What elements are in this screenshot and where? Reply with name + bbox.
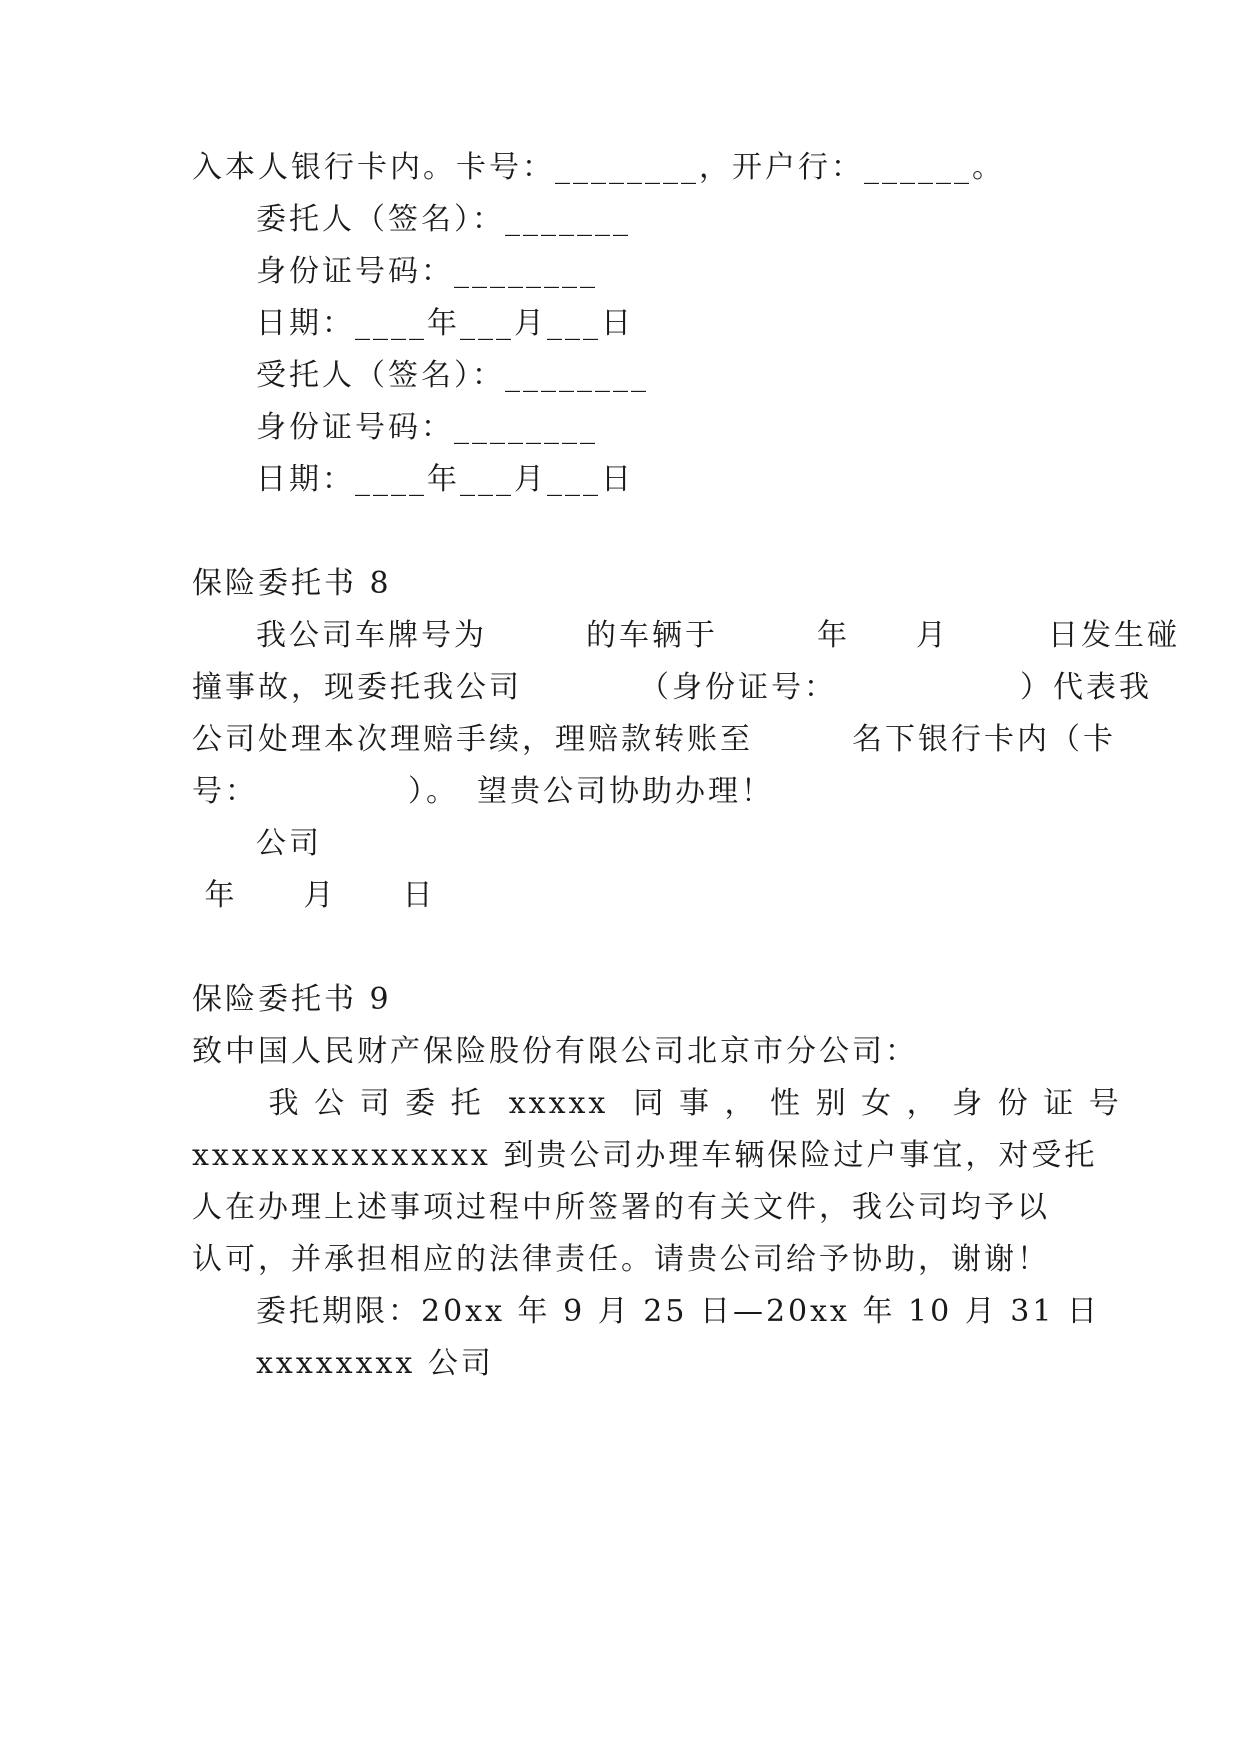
- section-8-paragraph-line: 我公司车牌号为 的车辆于 年 月 日发生碰: [256, 618, 1180, 653]
- agent-id-line: 身份证号码：________: [256, 410, 598, 445]
- section-8-title: 保险委托书 8: [192, 566, 392, 601]
- section-9-company: xxxxxxxx 公司: [256, 1346, 494, 1381]
- section-8-paragraph-line: 撞事故，现委托我公司 （身份证号： ）代表我: [192, 670, 1152, 705]
- section-8-paragraph-line: 号： ）。 望贵公司协助办理！: [192, 774, 774, 809]
- section-8-paragraph-line: 公司处理本次理赔手续，理赔款转账至 名下银行卡内（卡: [192, 722, 1116, 757]
- section-9-term: 委托期限：20xx 年 9 月 25 日—20xx 年 10 月 31 日: [256, 1294, 1100, 1329]
- section-9-paragraph-line: 我 公 司 委 托 xxxxx 同 事 ， 性 别 女 ， 身 份 证 号: [256, 1086, 1122, 1121]
- principal-date-line: 日期：____年___月___日: [256, 306, 634, 341]
- section-8-company: 公司: [256, 826, 322, 861]
- agent-signature-line: 受托人（签名）：________: [256, 358, 649, 393]
- section-9-paragraph-line: 认可，并承担相应的法律责任。请贵公司给予协助，谢谢！: [192, 1242, 1050, 1277]
- section-9-paragraph-line: 人在办理上述事项过程中所签署的有关文件，我公司均予以: [192, 1190, 1050, 1225]
- bank-line: 入本人银行卡内。卡号：________，开户行：______。: [192, 150, 1005, 185]
- principal-signature-line: 委托人（签名）：_______: [256, 202, 631, 237]
- section-8-date: 年 月 日: [192, 878, 436, 913]
- agent-date-line: 日期：____年___月___日: [256, 462, 634, 497]
- principal-id-line: 身份证号码：________: [256, 254, 598, 289]
- section-9-title: 保险委托书 9: [192, 982, 392, 1017]
- section-9-addressee: 致中国人民财产保险股份有限公司北京市分公司：: [192, 1034, 918, 1069]
- section-9-paragraph-line: xxxxxxxxxxxxxxx 到贵公司办理车辆保险过户事宜，对受托: [192, 1138, 1098, 1173]
